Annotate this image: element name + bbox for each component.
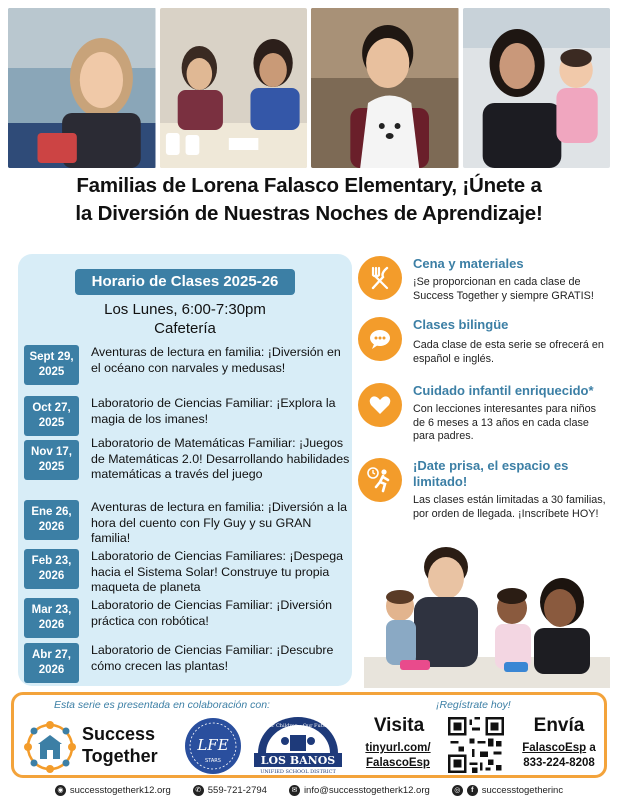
footer — [0, 782, 618, 798]
partner-caption: Esta serie es presentada en colaboración con: — [54, 699, 270, 711]
headline-line-2: la Diversión de Nuestras Noches de Aprendizaje! — [75, 202, 543, 225]
los-banos-logo — [252, 713, 344, 775]
schedule-title: Horario de Clases 2025-26 — [75, 269, 295, 295]
qr-code[interactable] — [448, 717, 504, 773]
phone-icon: ✆ — [193, 785, 204, 796]
session-date-top: Sept 29, — [29, 351, 74, 363]
lb-logo-top: Our Children · Our Future — [264, 723, 332, 729]
lb-logo-sub: UNIFIED SCHOOL DISTRICT — [260, 769, 336, 775]
lfe-stars-logo — [184, 717, 242, 775]
instagram-icon: ◎ — [452, 785, 463, 796]
info-title: Cena y materiales — [413, 256, 524, 271]
success-together-line-1: Success — [82, 724, 156, 744]
schedule-location: Cafetería — [154, 320, 216, 337]
schedule-when — [18, 300, 352, 338]
schedule-panel — [18, 254, 352, 686]
footer-website-text: successtogetherk12.org — [69, 784, 171, 796]
footer-email[interactable] — [289, 785, 430, 796]
session-date-bottom: 2026 — [38, 521, 65, 533]
lfe-logo-text: LFE — [197, 736, 229, 754]
send-keyword: FalascoEsp — [522, 742, 587, 754]
send-number[interactable]: 833-224-8208 — [523, 757, 595, 769]
footer-social[interactable] — [452, 785, 563, 796]
boy-with-craft-photo — [311, 8, 459, 168]
email-icon: ✉ — [289, 785, 300, 796]
speech-bubble-icon — [358, 317, 402, 361]
fork-knife-icon — [358, 256, 402, 300]
session-date-bottom: 2026 — [38, 619, 65, 631]
photo-strip — [8, 8, 610, 168]
info-item-bilingual — [358, 317, 608, 377]
session-date-top: Mar 23, — [31, 604, 72, 616]
info-title: Cuidado infantil enriquecido* — [413, 383, 594, 398]
footer-email-text: info@successtogetherk12.org — [303, 784, 430, 796]
session-item — [24, 436, 350, 483]
session-date-top: Oct 27, — [32, 402, 71, 414]
parents-at-table-photo — [160, 8, 308, 168]
session-date-bottom: 2026 — [38, 570, 65, 582]
session-date-badge — [24, 500, 79, 540]
facebook-icon: f — [467, 785, 478, 796]
session-date-badge — [24, 440, 79, 480]
footer-phone[interactable] — [193, 785, 267, 796]
girl-with-glasses-photo — [8, 8, 156, 168]
session-date-badge — [24, 643, 79, 683]
session-item — [24, 643, 350, 683]
info-item-dinner — [358, 256, 608, 326]
info-text: Las clases están limitadas a 30 familias, por orden de llegada. ¡Inscríbete HOY! — [413, 494, 606, 520]
session-description: Laboratorio de Ciencias Familiar: ¡Explora la magia de los imanes! — [91, 396, 336, 426]
session-description: Aventuras de lectura en familia: ¡Diversión a la hora del cuento con Fly Guy y su GRAN familia! — [91, 500, 347, 545]
session-date-badge — [24, 549, 79, 589]
session-description: Laboratorio de Ciencias Familiar: ¡Diversión práctica con robótica! — [91, 598, 333, 628]
visit-label: Visita — [373, 715, 425, 736]
session-description: Laboratorio de Matemáticas Familiar: ¡Juegos de Matemáticas 2.0! Desarrollando habilidades matemáticas a través del juego — [91, 436, 350, 481]
mother-and-baby-photo — [463, 8, 611, 168]
register-caption: ¡Regístrate hoy! — [436, 699, 511, 711]
session-description: Aventuras de lectura en familia: ¡Diversión en el océano con narvales y medusas! — [91, 345, 341, 375]
footer-social-text: successtogetherinc — [481, 784, 564, 796]
headline-line-1: Familias de Lorena Falasco Elementary, ¡Únete a — [76, 174, 542, 197]
session-date-badge — [24, 396, 79, 436]
session-item — [24, 500, 350, 547]
visit-url-link[interactable] — [358, 741, 438, 771]
info-text: Cada clase de esta serie se ofrecerá en español e inglés. — [413, 339, 604, 365]
session-date-bottom: 2025 — [38, 366, 65, 378]
footer-phone-text: 559-721-2794 — [207, 784, 267, 796]
session-date-top: Feb 23, — [31, 555, 72, 567]
session-date-top: Abr 27, — [32, 649, 71, 661]
session-date-badge — [24, 598, 79, 638]
running-clock-icon — [358, 458, 402, 502]
heart-icon — [358, 383, 402, 427]
session-date-top: Nov 17, — [31, 446, 72, 458]
partners-box — [11, 692, 607, 778]
info-item-limited — [358, 458, 608, 538]
success-together-logo — [22, 719, 78, 775]
send-connector: a — [586, 742, 596, 754]
headline — [0, 172, 618, 228]
session-date-badge — [24, 345, 79, 385]
info-text: Con lecciones interesantes para niños de 6 meses a 13 años en cada clase para padres. — [413, 403, 597, 442]
session-date-bottom: 2025 — [38, 461, 65, 473]
footer-website[interactable] — [55, 785, 171, 796]
lb-logo-main: LOS BANOS — [260, 754, 336, 767]
info-item-childcare — [358, 383, 608, 453]
visit-url-line-2: FalascoEsp — [366, 757, 430, 769]
success-together-line-2: Together — [82, 746, 158, 766]
session-item — [24, 345, 350, 385]
schedule-day-time: Los Lunes, 6:00-7:30pm — [104, 301, 266, 318]
session-description: Laboratorio de Ciencias Familiar: ¡Descubre cómo crecen las plantas! — [91, 643, 334, 673]
session-date-bottom: 2025 — [38, 417, 65, 429]
session-item — [24, 396, 350, 436]
send-text-instructions — [514, 741, 604, 771]
session-item — [24, 549, 350, 596]
session-date-top: Ene 26, — [31, 506, 72, 518]
success-together-name — [82, 723, 158, 767]
session-date-bottom: 2026 — [38, 664, 65, 676]
family-photo — [364, 542, 610, 688]
lfe-logo-sub: STARS — [205, 758, 221, 764]
visit-url-line-1: tinyurl.com/ — [365, 742, 431, 754]
session-description: Laboratorio de Ciencias Familiares: ¡Despega hacia el Sistema Solar! Construye tu propia maqueta de planeta — [91, 549, 344, 594]
session-item — [24, 598, 350, 638]
info-text: ¡Se proporcionan en cada clase de Success Together y siempre GRATIS! — [413, 276, 594, 302]
globe-icon: ◉ — [55, 785, 66, 796]
send-label: Envía — [533, 715, 585, 736]
info-title: ¡Date prisa, el espacio es limitado! — [413, 458, 569, 489]
info-title: Clases bilingüe — [413, 317, 509, 332]
